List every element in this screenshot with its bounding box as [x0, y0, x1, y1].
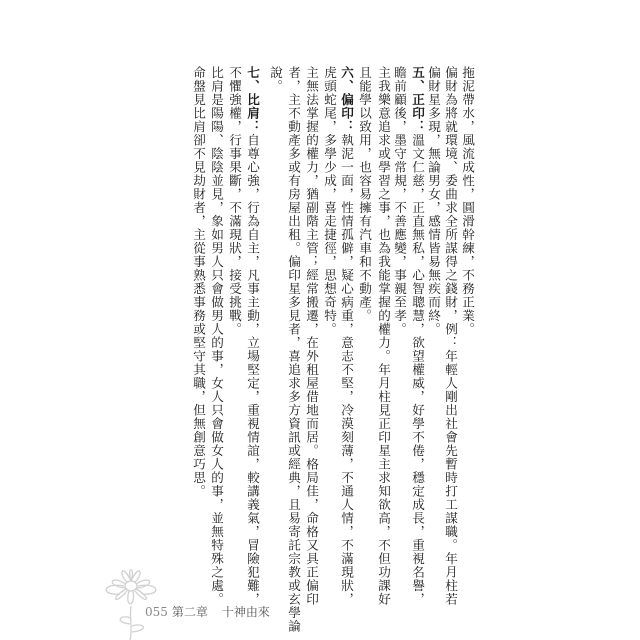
section-label: 十神由來: [221, 605, 270, 619]
section-heading-zhengyin: 五、正印：: [410, 66, 425, 134]
chrysanthemum-ornament: [96, 556, 166, 640]
text-column-7: 且能學以致用，也容易擁有汽車和不動產。: [357, 66, 372, 323]
text-column-4: 五、正印：溫文仁慈，正直無私，心智聰慧，欲望權威，好學不倦，穩定成長，重視名譽，: [410, 66, 425, 606]
text-column-11: 者，主不動產多或有房屋出租。偏印星多見者，喜追求多方資訊或經典，且易寄託宗教或玄學論: [286, 66, 301, 633]
text-column-16: 命盤見比肩卻不見劫財者，主從事熟悉事務或堅守其職，但無創意巧思。: [191, 66, 206, 498]
text-column-13: 七、比肩：自尊心強，行為自主，凡事主動，立場堅定，重視情誼，較講義氣，冒險犯難，: [245, 66, 260, 606]
text-column-3: 偏財星多現，無論男女，感情皆易無疾而終。: [426, 66, 441, 336]
text-column-9: 虎頭蛇尾，多學少成，喜走捷徑，思想奇特。: [322, 66, 337, 336]
text-column-10: 主無法掌握的權力，猶副階主管；經常搬遷，在外租屋借地而居。格局佳，命格又具正偏印: [304, 66, 319, 606]
page-number: 055: [145, 605, 168, 619]
text-column-15: 比肩是陽陽、陰陰並見，象如男人只會做男人的事，女人只會做女人的事，並無特殊之處。: [209, 66, 224, 606]
section-heading-pianyin: 六、偏印：: [339, 66, 354, 134]
text-column-6: 主我樂意追求或學習之事，也為我能掌握的權力。年月柱見正印星主求知欲高，不但功課好: [376, 66, 391, 606]
text-column-14: 不懼強權，行事果斷，不滿現狀，接受挑戰。: [227, 66, 242, 336]
text-column-1: 拖泥帶水，風流成性，圓滑幹練，不務正業。: [460, 66, 475, 336]
chapter-label: 第二章: [171, 605, 208, 619]
page-footer: [145, 603, 270, 620]
text-column-5: 瞻前顧後，墨守常規，不善應變，事親至孝。: [392, 66, 407, 336]
section-heading-bijian: 七、比肩：: [245, 66, 260, 134]
text-column-2: 偏財為將就環境、委曲求全所謀得之錢財，例：年輕人剛出社會先暫時打工謀職。年月柱若: [443, 66, 458, 606]
text-column-8: 六、偏印：執泥一面，性情孤僻，疑心病重，意志不堅，冷漠刻薄，不通人情，不滿現狀，: [339, 66, 354, 606]
text-column-12: 說。: [268, 66, 283, 93]
